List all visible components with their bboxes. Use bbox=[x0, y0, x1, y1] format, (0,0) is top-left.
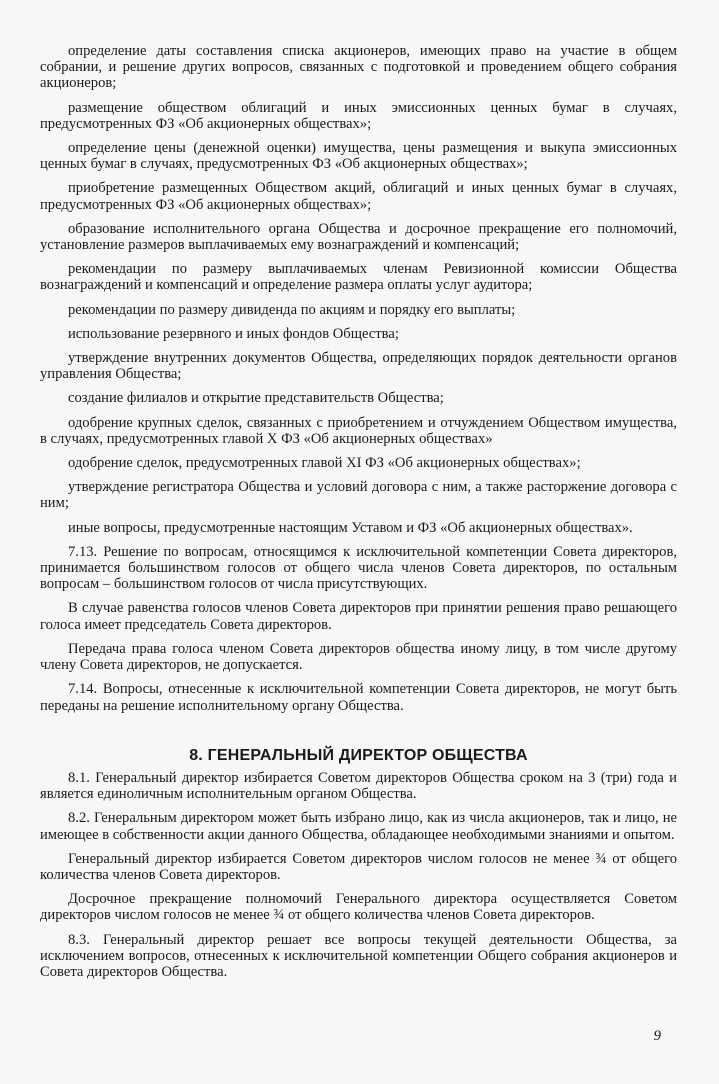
paragraph: одобрение крупных сделок, связанных с приобретением и отчуждением Обществом имущества, в случаях, предусмотренных главой X ФЗ «Об акционерных обществах» bbox=[40, 414, 677, 447]
paragraph: использование резервного и иных фондов Общества; bbox=[68, 325, 399, 342]
paragraph: создание филиалов и открытие представительств Общества; bbox=[68, 390, 444, 407]
paragraph: определение даты составления списка акционеров, имеющих право на участие в общем собрании, и решение других вопросов, связанных с подготовкой и проведением общего собрания акционеров; bbox=[40, 43, 677, 92]
paragraph: Генеральный директор избирается Советом директоров числом голосов не менее ¾ от общего количества членов Совета директоров. bbox=[40, 850, 677, 883]
clause-8-3: 8.3. Генеральный директор решает все вопросы текущей деятельности Общества, за исключением вопросов, отнесенных к исключительной компетенции Общего собрания акционеров и Совета директоров Общества. bbox=[40, 931, 677, 980]
paragraph: иные вопросы, предусмотренные настоящим Уставом и ФЗ «Об акционерных обществах». bbox=[68, 519, 633, 536]
paragraph: Передача права голоса членом Совета директоров общества иному лицу, в том числе другому члену Совета директоров, не допускается. bbox=[40, 640, 677, 674]
page-number: 9 bbox=[653, 1028, 661, 1044]
paragraph: утверждение внутренних документов Общества, определяющих порядок деятельности органов управления Общества; bbox=[40, 350, 677, 383]
section-heading: 8. ГЕНЕРАЛЬНЫЙ ДИРЕКТОР ОБЩЕСТВА bbox=[189, 746, 528, 764]
paragraph: одобрение сделок, предусмотренных главой XI ФЗ «Об акционерных обществах»; bbox=[68, 455, 581, 472]
paragraph: размещение обществом облигаций и иных эмиссионных ценных бумаг в случаях, предусмотренных ФЗ «Об акционерных обществах»; bbox=[40, 99, 677, 132]
clause-7-13: 7.13. Решение по вопросам, относящимся к исключительной компетенции Совета директоров, принимается большинством голосов от общего числа членов Совета директоров, по остальным вопросам – большинством голосов от числа присутствующих. bbox=[40, 543, 677, 593]
clause-8-2: 8.2. Генеральным директором может быть избрано лицо, как из числа акционеров, так и лицо, не имеющее в собственности акции данного Общества, обладающее необходимыми знаниями и опытом. bbox=[40, 810, 677, 843]
paragraph: рекомендации по размеру выплачиваемых членам Ревизионной комиссии Общества вознаграждений и компенсаций и определение размера оплаты услуг аудитора; bbox=[40, 261, 677, 294]
clause-7-14: 7.14. Вопросы, отнесенные к исключительной компетенции Совета директоров, не могут быть переданы на решение исполнительному органу Общества. bbox=[40, 681, 677, 714]
paragraph: утверждение регистратора Общества и условий договора с ним, а также расторжение договора с ним; bbox=[40, 479, 677, 512]
paragraph: рекомендации по размеру дивиденда по акциям и порядку его выплаты; bbox=[68, 301, 516, 318]
paragraph: определение цены (денежной оценки) имущества, цены размещения и выкупа эмиссионных ценных бумаг в случаях, предусмотренных ФЗ «Об акционерных обществах»; bbox=[40, 140, 677, 173]
paragraph: Досрочное прекращение полномочий Генерального директора осуществляется Советом директоров числом голосов не менее ¾ от общего количества членов Совета директоров. bbox=[40, 891, 677, 924]
clause-8-1: 8.1. Генеральный директор избирается Советом директоров Общества сроком на 3 (три) года и является единоличным исполнительным органом Общества. bbox=[40, 769, 677, 803]
paragraph: образование исполнительного органа Общества и досрочное прекращение его полномочий, установление размеров выплачиваемых ему вознаграждений и компенсаций; bbox=[40, 220, 677, 254]
paragraph: приобретение размещенных Обществом акций, облигаций и иных ценных бумаг в случаях, предусмотренных ФЗ «Об акционерных обществах»; bbox=[40, 180, 677, 213]
paragraph: В случае равенства голосов членов Совета директоров при принятии решения право решающего голоса имеет председатель Совета директоров. bbox=[40, 600, 677, 633]
